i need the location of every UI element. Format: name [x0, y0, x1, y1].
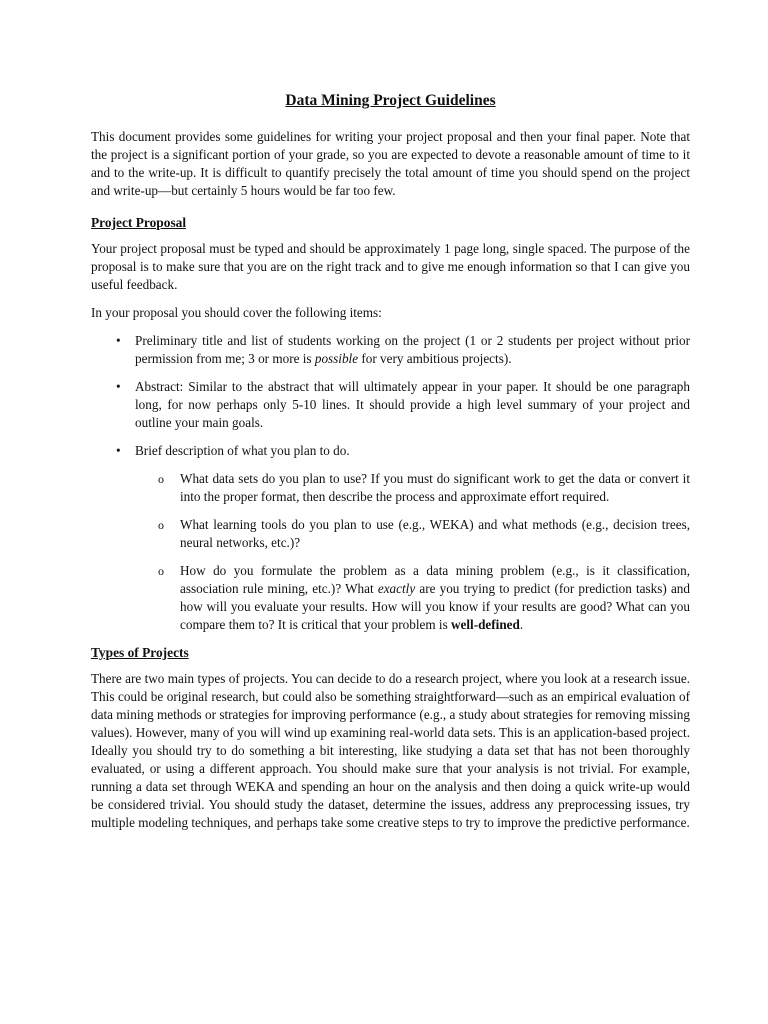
section-heading-types-of-projects: Types of Projects	[91, 645, 189, 660]
sub-item-text-middle: are you trying to predict (for prediction tasks) and how will you evaluate your results. How will you know if your results are good? What can you compare them to? It is critical that your problem is	[180, 581, 690, 632]
item-text: Preliminary title and list of students working on the project (1 or 2 students per project without prior permission from me; 3 or more is	[135, 333, 690, 366]
intro-paragraph: This document provides some guidelines for writing your project proposal and then your final paper. Note that the project is a significant portion of your grade, so you are expected to devote a reasonable amount of time to it and to the write-up. It is difficult to quantify precisely the total amount of time you should spend on the project and write-up—but certainly 5 hours would be far too few.	[91, 129, 690, 198]
item-text-end: for very ambitious projects).	[358, 351, 512, 366]
proposal-paragraph-1: Your project proposal must be typed and should be approximately 1 page long, single spaced. The purpose of the proposal is to make sure that you are on the right track and to give me enough information so that I can give you useful feedback.	[91, 241, 690, 292]
item-text: Brief description of what you plan to do.	[135, 443, 350, 458]
circle-bullet-icon: o	[158, 472, 164, 486]
section-heading-project-proposal: Project Proposal	[91, 215, 187, 230]
circle-bullet-icon: o	[158, 518, 164, 532]
sub-item-text-end: .	[519, 617, 524, 632]
item-emphasis: possible	[314, 351, 359, 366]
sub-item-text: What learning tools do you plan to use (e.g., WEKA) and what methods (e.g., decision trees, neural networks, etc.)?	[180, 517, 690, 550]
document-title: Data Mining Project Guidelines	[285, 92, 496, 109]
sub-item-bold: well-defined	[451, 617, 520, 632]
sub-list-item	[91, 516, 690, 552]
item-text: Abstract: Similar to the abstract that will ultimately appear in your paper. It should be one paragraph long, for now perhaps only 5-10 lines. It should provide a high level summary of your project and outline your main goals.	[135, 379, 690, 430]
list-item	[91, 332, 690, 368]
list-item	[91, 378, 690, 432]
sub-list-item	[91, 470, 690, 506]
circle-bullet-icon: o	[158, 564, 164, 578]
sub-items-list	[135, 470, 690, 634]
list-item	[91, 442, 690, 634]
bullet-icon: •	[116, 379, 121, 394]
sub-item-text: How do you formulate the problem as a data mining problem (e.g., is it classification, association rule mining, etc.)? What	[180, 563, 690, 596]
proposal-items-list	[91, 332, 690, 634]
bullet-icon: •	[116, 333, 121, 348]
sub-list-item	[91, 562, 690, 634]
proposal-paragraph-2: In your proposal you should cover the following items:	[91, 305, 382, 320]
bullet-icon: •	[116, 443, 121, 458]
sub-item-emphasis: exactly	[377, 581, 416, 596]
sub-item-text: What data sets do you plan to use? If you must do significant work to get the data or convert it into the proper format, then describe the process and approximate effort required.	[180, 471, 690, 504]
types-paragraph: There are two main types of projects. You can decide to do a research project, where you look at a research issue. This could be original research, but could also be something straightforward—such as an empirical evaluation of data mining methods or strategies for improving performance (e.g., a study about strategies for removing missing values). However, many of you will wind up examining real-world data sets. This is an application-based project. Ideally you should try to do something a bit interesting, like studying a data set that has not been thoroughly evaluated, or using a different approach. You should make sure that your analysis is not trivial. For example, running a data set through WEKA and spending an hour on the analysis and then doing a quick write-up would be considered trivial. You should study the dataset, determine the issues, address any preprocessing issues, try multiple modeling techniques, and perhaps take some creative steps to try to improve the predictive performance.	[91, 671, 690, 830]
